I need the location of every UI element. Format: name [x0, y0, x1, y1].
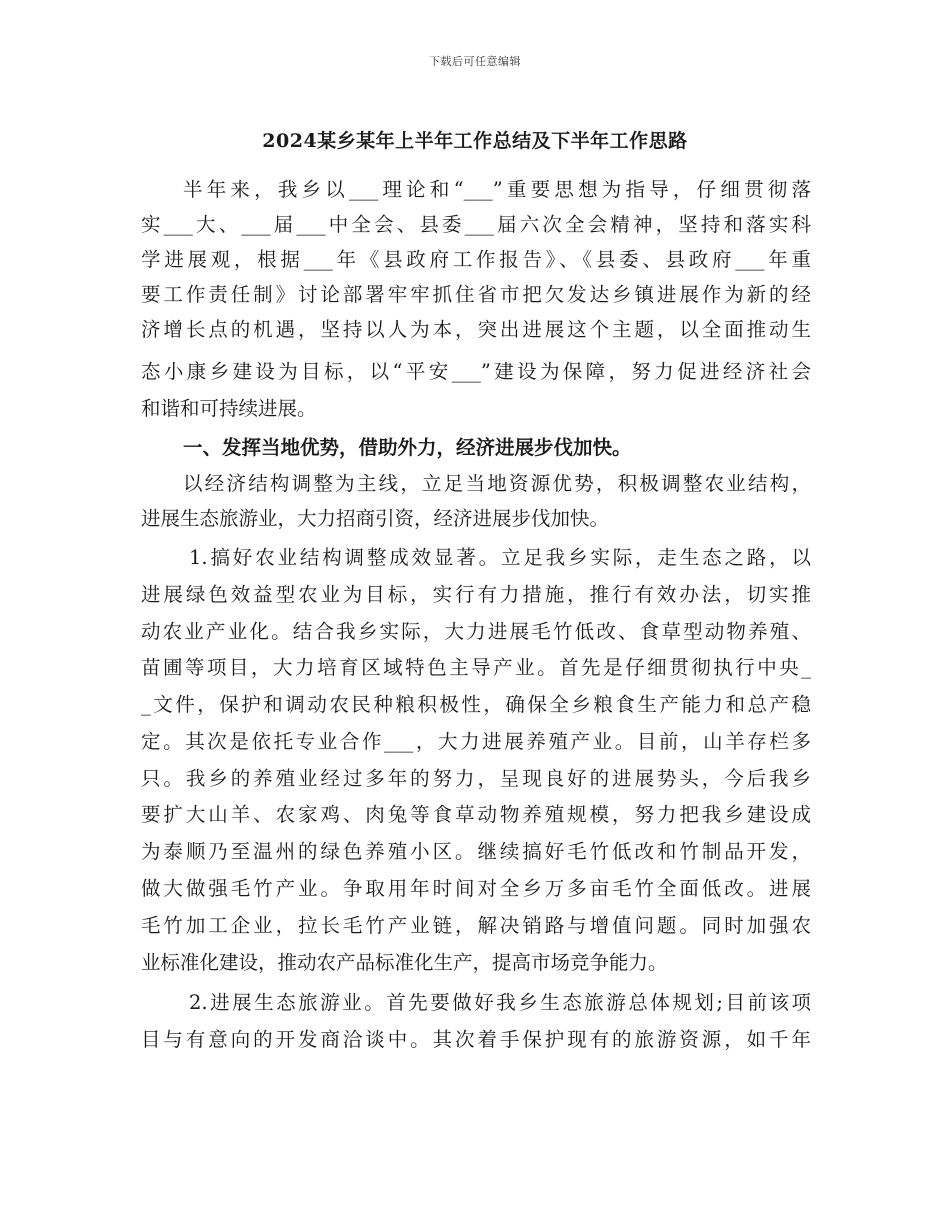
paragraph-line: 要扩大山羊、农家鸡、肉兔等食草动物养殖规模，努力把我乡建设成: [141, 803, 811, 826]
paragraph-line: 济增长点的机遇，坚持以人为本，突出进展这个主题，以全面推动生: [141, 318, 811, 341]
paragraph-line: 定。其次是依托专业合作___，大力进展养殖产业。目前，山羊存栏多: [141, 730, 811, 753]
paragraph-line: 目与有意向的开发商洽谈中。其次着手保护现有的旅游资源，如千年: [141, 1028, 811, 1051]
paragraph-line: 态小康乡建设为目标，以“平安___”建设为保障，努力促进经济社会: [141, 360, 811, 383]
paragraph-line: 毛竹加工企业，拉长毛竹产业链，解决销路与增值问题。同时加强农: [141, 914, 811, 937]
paragraph-line: 动农业产业化。结合我乡实际，大力进展毛竹低改、食草型动物养殖、: [141, 620, 811, 643]
paragraph-line: 半年来，我乡以___理论和“___”重要思想为指导，仔细贯彻落: [183, 178, 811, 201]
page-header-note: 下载后可任意编辑: [429, 55, 521, 68]
paragraph-line: 业标准化建设，推动农产品标准化生产，提高市场竞争能力。: [141, 951, 668, 974]
paragraph-line: 1.搞好农业结构调整成效显著。立足我乡实际，走生态之路，以: [189, 546, 811, 569]
paragraph-line: 苗圃等项目，大力培育区域特色主导产业。首先是仔细贯彻执行中央_: [141, 656, 811, 679]
paragraph-line: 和谐和可持续进展。: [141, 397, 317, 420]
document-title: 2024某乡某年上半年工作总结及下半年工作思路: [262, 130, 688, 152]
paragraph-line: 做大做强毛竹产业。争取用年时间对全乡万多亩毛竹全面低改。进展: [141, 877, 811, 900]
paragraph-line: 进展生态旅游业，大力招商引资，经济进展步伐加快。: [141, 507, 610, 530]
paragraph-line: 学进展观，根据___年《县政府工作报告》、《县委、县政府___年重: [141, 248, 811, 271]
paragraph-line: 2.进展生态旅游业。首先要做好我乡生态旅游总体规划;目前该项: [189, 991, 811, 1014]
paragraph-line: 要工作责任制》讨论部署牢牢抓住省市把欠发达乡镇进展作为新的经: [141, 283, 811, 306]
paragraph-line: 只。我乡的养殖业经过多年的努力，呈现良好的进展势头，今后我乡: [141, 767, 811, 790]
paragraph-line: 为泰顺乃至温州的绿色养殖小区。继续搞好毛竹低改和竹制品开发，: [141, 840, 811, 863]
paragraph-line: 进展绿色效益型农业为目标，实行有力措施，推行有效办法，切实推: [141, 583, 811, 606]
paragraph-line: 以经济结构调整为主线，立足当地资源优势，积极调整农业结构，: [183, 472, 811, 495]
paragraph-line: 实___大、___届___中全会、县委___届六次全会精神，坚持和落实科: [141, 213, 811, 236]
section-heading: 一、发挥当地优势，借助外力，经济进展步伐加快。: [183, 436, 632, 459]
paragraph-line: _文件，保护和调动农民种粮积极性，确保全乡粮食生产能力和总产稳: [141, 693, 811, 716]
